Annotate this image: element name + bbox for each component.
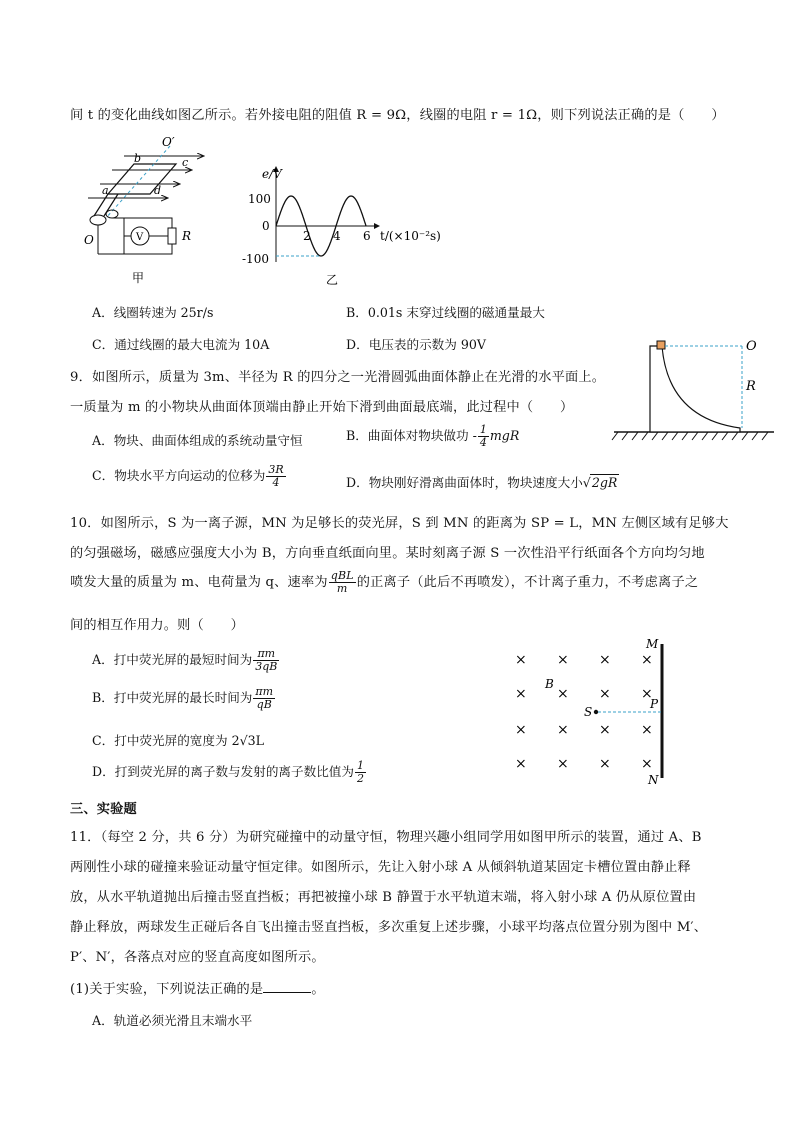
resistor [168, 228, 176, 244]
field-cross: × [641, 652, 653, 668]
caption-yi: 乙 [326, 273, 339, 287]
q10-option-d: D．打到荧光屏的离子数与发射的离子数比值为 $\frac{1}{2}$ [92, 759, 364, 785]
q9-option-d: D．物块刚好滑离曲面体时，物块速度大小√2gR [346, 475, 618, 490]
q11-line-2: 两刚性小球的碰撞来验证动量守恒定律。如图所示，先让入射小球 A 从倾斜轨道某固定卡槽位置由静止释 [70, 860, 691, 875]
q9-figure [610, 336, 782, 442]
q10-figure [500, 636, 680, 786]
q9-option-b: B．曲面体对物块做功 - $\frac{1}{4}$ mgR [346, 423, 520, 449]
field-cross: × [599, 756, 611, 772]
coil [108, 164, 176, 194]
q11-option-a: A．轨道必须光滑且末端水平 [92, 1013, 253, 1028]
q10-option-b: B．打中荧光屏的最长时间为 $\frac{\pi m}{qB}$ [92, 685, 274, 711]
field-cross: × [515, 652, 527, 668]
y-tick-100: 100 [248, 192, 271, 206]
field-cross: × [641, 722, 653, 738]
curved-block [650, 346, 740, 432]
label-P: P [650, 697, 659, 711]
q11-sub-question-1: (1)关于实验，下列说法正确的是 。 [70, 982, 325, 997]
y-tick-0: 0 [262, 219, 270, 233]
q8-option-b: B．0.01s 末穿过线圈的磁通量最大 [346, 305, 545, 320]
q8-option-d: D．电压表的示数为 90V [346, 337, 486, 352]
field-cross: × [557, 756, 569, 772]
field-cross: × [557, 686, 569, 702]
q9-option-c: C．物块水平方向运动的位移为 $\frac{3R}{4}$ [92, 463, 284, 489]
q10-line-3: 喷发大量的质量为 m、电荷量为 q、速率为 $\frac{\text{qBL}}{m}$ 的正离子（此后不再喷发），不计离子重力，不考虑离子之 [70, 569, 699, 595]
x-tick-2: 2 [303, 229, 311, 243]
label-d: d [154, 184, 162, 197]
y-axis-label: e/V [262, 167, 282, 181]
field-cross: × [599, 652, 611, 668]
small-block [657, 341, 665, 349]
q9-line-2: 一质量为 m 的小物块从曲面体顶端由静止开始下滑到曲面最底端，此过程中（ ） [70, 400, 574, 415]
q11-line-3: 放，从水平轨道抛出后撞击竖直挡板；再把被撞小球 B 静置于水平轨道末端，将入射小球 A 仍从原位置由 [70, 890, 697, 905]
field-cross: × [515, 722, 527, 738]
section-title: 三、实验题 [70, 802, 137, 817]
label-M: M [646, 637, 659, 651]
q8-option-a: A．线圈转速为 25r/s [92, 305, 214, 320]
q11-line-5: P′、N′，各落点对应的竖直高度如图所示。 [70, 950, 325, 965]
q11-line-4: 静止释放，两球发生正碰后各自飞出撞击竖直挡板，多次重复上述步骤，小球平均落点位置分别为图中 M′、 [70, 920, 708, 935]
x-tick-4: 4 [333, 229, 341, 243]
q8-figure-jia [72, 132, 222, 292]
q8-figure-yi [240, 162, 450, 290]
label-O: O [746, 339, 757, 354]
q8-option-c: C．通过线圈的最大电流为 10A [92, 337, 270, 352]
q11-line-1: 11．（每空 2 分，共 6 分）为研究碰撞中的动量守恒，物理兴趣小组同学用如图甲所示的装置，通过 A、B [70, 830, 702, 845]
field-cross: × [641, 686, 653, 702]
q10-option-c: C．打中荧光屏的宽度为 2√3L [92, 733, 264, 748]
q9-option-a: A．物块、曲面体组成的系统动量守恒 [92, 433, 303, 448]
label-R: R [746, 379, 756, 394]
field-cross: × [557, 652, 569, 668]
label-N: N [648, 773, 659, 786]
voltmeter-label: V [136, 232, 144, 243]
field-cross: × [599, 722, 611, 738]
resistor-label: R [182, 229, 192, 243]
q10-line-2: 的匀强磁场，磁感应强度大小为 B，方向垂直纸面向里。某时刻离子源 S 一次性沿平行纸面各个方向均匀地 [70, 546, 705, 561]
y-tick-minus-100: -100 [242, 252, 269, 266]
field-cross: × [641, 756, 653, 772]
q10-option-a: A．打中荧光屏的最短时间为 $\frac{\pi m}{3qB}$ [92, 647, 278, 673]
q9-line-1: 9．如图所示，质量为 3m、半径为 R 的四分之一光滑圆弧曲面体静止在光滑的水平面上。 [70, 370, 606, 385]
label-c: c [182, 156, 189, 169]
label-O: O [84, 233, 94, 247]
q10-line-4: 间的相互作用力。则（ ） [70, 618, 245, 633]
label-B: B [545, 677, 554, 691]
x-axis-label: t/(×10⁻²s) [380, 229, 441, 243]
label-a: a [102, 184, 109, 197]
field-cross: × [515, 686, 527, 702]
answer-blank[interactable] [263, 980, 311, 993]
q10-line-1: 10．如图所示，S 为一离子源，MN 为足够长的荧光屏，S 到 MN 的距离为 SP = L，MN 左侧区域有足够大 [70, 516, 729, 531]
source-S [594, 710, 598, 714]
field-cross: × [557, 722, 569, 738]
field-cross: × [515, 756, 527, 772]
x-tick-6: 6 [363, 229, 371, 243]
field-cross: × [599, 686, 611, 702]
label-O-prime: O′ [162, 135, 175, 149]
label-b: b [134, 152, 142, 165]
caption-jia: 甲 [132, 271, 145, 285]
q8-stem: 间 t 的变化曲线如图乙所示。若外接电阻的阻值 R = 9Ω，线圈的电阻 r = 1Ω，则下列说法正确的是（ ） [70, 108, 725, 123]
label-S: S [584, 705, 593, 719]
